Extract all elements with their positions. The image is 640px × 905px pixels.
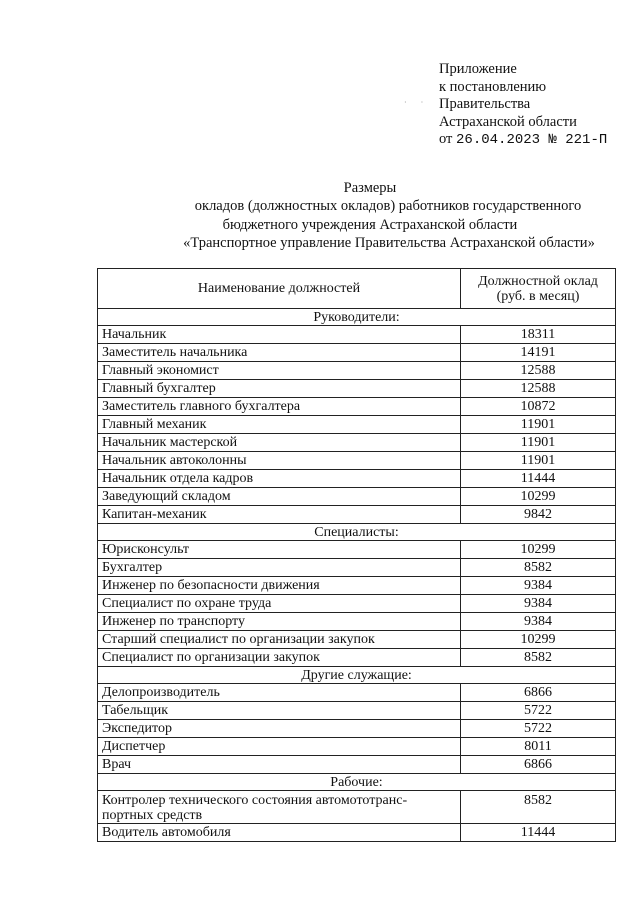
salary-value: 5722: [461, 720, 616, 738]
position-name: Бухгалтер: [98, 559, 461, 577]
table-row: [98, 452, 616, 470]
table-row: [98, 613, 616, 631]
salary-value: 11444: [461, 824, 616, 842]
section-row: [98, 774, 616, 791]
table-body: [98, 309, 616, 842]
position-name: Главный экономист: [98, 362, 461, 380]
salary-value: 12588: [461, 380, 616, 398]
scan-artifact-dots: · ·: [404, 98, 430, 107]
table-row: [98, 326, 616, 344]
position-name: Заместитель главного бухгалтера: [98, 398, 461, 416]
table-row: [98, 577, 616, 595]
table-row: [98, 506, 616, 524]
appendix-date-prefix: от: [439, 131, 453, 148]
salary-value: 11901: [461, 452, 616, 470]
section-title: Специалисты:: [98, 524, 616, 541]
table-row: [98, 824, 616, 842]
table-row: [98, 470, 616, 488]
section-title: Другие служащие:: [98, 667, 616, 684]
position-name: Табельщик: [98, 702, 461, 720]
position-name: Старший специалист по организации закупок: [98, 631, 461, 649]
title-line-3: бюджетного учреждения Астраханской области: [222, 216, 518, 233]
table-row: [98, 791, 616, 824]
salary-value: 8582: [461, 559, 616, 577]
position-name: Заместитель начальника: [98, 344, 461, 362]
table-row: [98, 631, 616, 649]
table-row: [98, 684, 616, 702]
position-name: Специалист по организации закупок: [98, 649, 461, 667]
position-name: Экспедитор: [98, 720, 461, 738]
table-row: [98, 434, 616, 452]
position-name: Специалист по охране труда: [98, 595, 461, 613]
table-row: [98, 344, 616, 362]
position-name: Инженер по транспорту: [98, 613, 461, 631]
salary-value: 11901: [461, 416, 616, 434]
salary-value: 9384: [461, 595, 616, 613]
salary-value: 8011: [461, 738, 616, 756]
table-row: [98, 559, 616, 577]
section-row: [98, 667, 616, 684]
appendix-line-1: Приложение: [439, 61, 517, 77]
position-name: Инженер по безопасности движения: [98, 577, 461, 595]
table-row: [98, 720, 616, 738]
salary-value: 9384: [461, 577, 616, 595]
table-row: [98, 595, 616, 613]
salary-value: 8582: [461, 649, 616, 667]
salary-value: 12588: [461, 362, 616, 380]
table-row: [98, 738, 616, 756]
table-row: [98, 362, 616, 380]
salary-value: 9842: [461, 506, 616, 524]
position-name: Заведующий складом: [98, 488, 461, 506]
appendix-line-3: Правительства: [439, 96, 531, 113]
salary-value: 9384: [461, 613, 616, 631]
position-name: Начальник автоколонны: [98, 452, 461, 470]
position-name: Главный бухгалтер: [98, 380, 461, 398]
table-row: [98, 380, 616, 398]
position-name: Начальник мастерской: [98, 434, 461, 452]
appendix-date-line: [439, 131, 607, 150]
table-row: [98, 649, 616, 667]
section-title: Руководители:: [98, 309, 616, 326]
table-row: [98, 398, 616, 416]
position-name: Юрисконсульт: [98, 541, 461, 559]
salary-table: [97, 268, 616, 842]
position-name: Начальник: [98, 326, 461, 344]
salary-value: 8582: [461, 791, 616, 824]
table-row: [98, 416, 616, 434]
salary-value: 18311: [461, 326, 616, 344]
salary-value: 10299: [461, 488, 616, 506]
position-name: Делопроизводитель: [98, 684, 461, 702]
position-name: Главный механик: [98, 416, 461, 434]
salary-value: 5722: [461, 702, 616, 720]
table-row: [98, 541, 616, 559]
salary-value: 10299: [461, 541, 616, 559]
position-name: Диспетчер: [98, 738, 461, 756]
title-line-1: Размеры: [343, 180, 397, 196]
document-title: [100, 179, 640, 252]
position-name: Врач: [98, 756, 461, 774]
salary-value: 10299: [461, 631, 616, 649]
salary-value: 6866: [461, 684, 616, 702]
salary-value: 14191: [461, 344, 616, 362]
table-row: [98, 702, 616, 720]
salary-value: 10872: [461, 398, 616, 416]
position-name: Начальник отдела кадров: [98, 470, 461, 488]
section-row: [98, 524, 616, 541]
section-title: Рабочие:: [98, 774, 616, 791]
header-salary: Должностной оклад (руб. в месяц): [461, 269, 616, 309]
appendix-line-2: к постановлению: [439, 78, 547, 95]
position-name: Капитан-механик: [98, 506, 461, 524]
section-row: [98, 309, 616, 326]
salary-value: 11444: [461, 470, 616, 488]
title-line-4: «Транспортное управление Правительства Астраханской области»: [183, 234, 595, 251]
table-row: [98, 756, 616, 774]
header-position: Наименование должностей: [98, 269, 461, 309]
appendix-date-number: 26.04.2023 № 221-П: [456, 132, 608, 149]
table-header-row: [98, 269, 616, 309]
table-row: [98, 488, 616, 506]
position-name: Водитель автомобиля: [98, 824, 461, 842]
position-name: Контролер технического состояния автомототранс-портных средств: [98, 791, 461, 824]
salary-value: 11901: [461, 434, 616, 452]
appendix-block: [439, 61, 607, 150]
salary-value: 6866: [461, 756, 616, 774]
appendix-line-4: Астраханской области: [439, 113, 577, 130]
title-line-2: окладов (должностных окладов) работников государственного: [194, 198, 582, 215]
